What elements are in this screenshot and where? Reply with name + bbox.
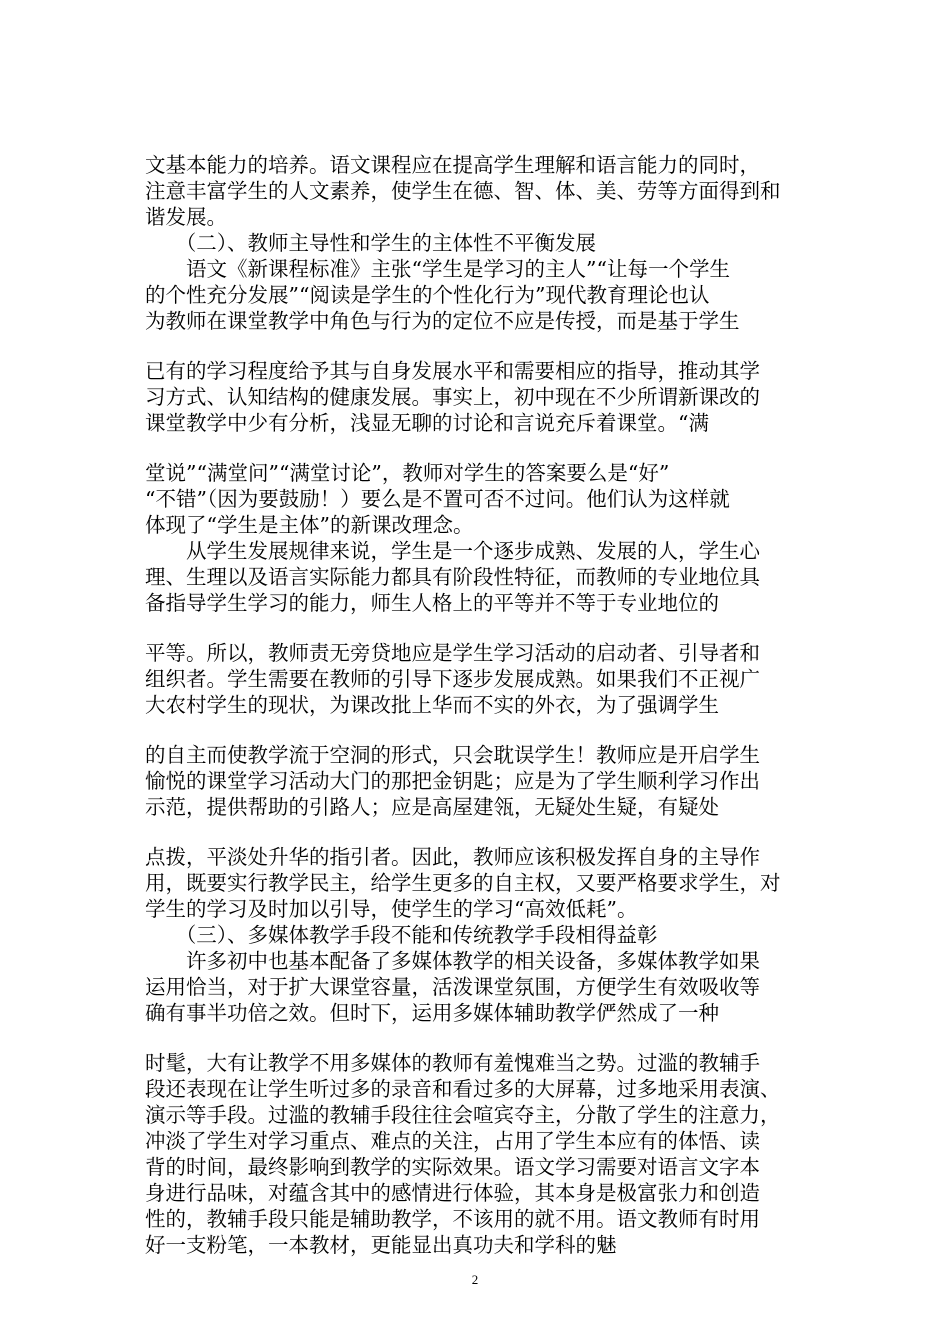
- text-line: 点拨，平淡处升华的指引者。因此，教师应该积极发挥自身的主导作: [145, 845, 760, 869]
- text-line: 学生的学习及时加以引导，使学生的学习“高效低耗”。: [145, 897, 638, 921]
- text-line: 时髦，大有让教学不用多媒体的教师有羞愧难当之势。过滥的教辅手: [145, 1051, 760, 1075]
- text-line: 理、生理以及语言实际能力都具有阶段性特征，而教师的专业地位具: [145, 565, 760, 589]
- text-line: 好一支粉笔，一本教材，更能显出真功夫和学科的魅: [145, 1233, 617, 1257]
- text-line: 课堂教学中少有分析，浅显无聊的讨论和言说充斥着课堂。“满: [145, 411, 709, 435]
- text-line: 运用恰当，对于扩大课堂容量，活泼课堂氛围，方便学生有效吸收等: [145, 975, 760, 999]
- text-line: 确有事半功倍之效。但时下，运用多媒体辅助教学俨然成了一种: [145, 1001, 719, 1025]
- text-line: 为教师在课堂教学中角色与行为的定位不应是传授，而是基于学生: [145, 309, 740, 333]
- section-heading: （二）、教师主导性和学生的主体性不平衡发展: [145, 231, 596, 255]
- text-line: 愉悦的课堂学习活动大门的那把金钥匙；应是为了学生顺利学习作出: [145, 769, 760, 793]
- page-number: 2: [471, 1272, 479, 1287]
- text-line: “不错”（因为要鼓励！）要么是不置可否不过问。他们认为这样就: [145, 487, 730, 511]
- text-line: 体现了“学生是主体”的新课改理念。: [145, 513, 474, 537]
- text-line: 背的时间，最终影响到教学的实际效果。语文学习需要对语言文字本: [145, 1155, 760, 1179]
- text-line: 许多初中也基本配备了多媒体教学的相关设备，多媒体教学如果: [145, 949, 760, 973]
- text-line: 的个性充分发展”“阅读是学生的个性化行为”现代教育理论也认: [145, 283, 710, 307]
- text-line: 语文《新课程标准》主张“学生是学习的主人”“让每一个学生: [145, 257, 730, 281]
- text-line: 备指导学生学习的能力，师生人格上的平等并不等于专业地位的: [145, 591, 719, 615]
- text-line: 谐发展。: [145, 205, 227, 229]
- text-line: 堂说”“满堂问”“满堂讨论”，教师对学生的答案要么是“好”: [145, 461, 670, 485]
- text-line: 组织者。学生需要在教师的引导下逐步发展成熟。如果我们不正视广: [145, 667, 760, 691]
- text-line: 演示等手段。过滥的教辅手段往往会喧宾夺主，分散了学生的注意力，: [145, 1103, 781, 1127]
- text-line: 已有的学习程度给予其与自身发展水平和需要相应的指导，推动其学: [145, 359, 760, 383]
- text-line: 性的，教辅手段只能是辅助教学，不该用的就不用。语文教师有时用: [145, 1207, 760, 1231]
- text-line: 文基本能力的培养。语文课程应在提高学生理解和语言能力的同时，: [145, 153, 760, 177]
- text-line: 大农村学生的现状，为课改批上华而不实的外衣，为了强调学生: [145, 693, 719, 717]
- text-line: 的自主而使教学流于空洞的形式，只会耽误学生！教师应是开启学生: [145, 743, 760, 767]
- text-line: 平等。所以，教师责无旁贷地应是学生学习活动的启动者、引导者和: [145, 641, 760, 665]
- text-line: 注意丰富学生的人文素养，使学生在德、智、体、美、劳等方面得到和: [145, 179, 781, 203]
- text-line: 示范，提供帮助的引路人；应是高屋建瓴，无疑处生疑，有疑处: [145, 795, 719, 819]
- text-line: 身进行品味，对蕴含其中的感情进行体验，其本身是极富张力和创造: [145, 1181, 760, 1205]
- section-heading: （三）、多媒体教学手段不能和传统教学手段相得益彰: [145, 923, 658, 947]
- text-line: 段还表现在让学生听过多的录音和看过多的大屏幕，过多地采用表演、: [145, 1077, 781, 1101]
- text-line: 用，既要实行教学民主，给学生更多的自主权，又要严格要求学生，对: [145, 871, 781, 895]
- text-line: 冲淡了学生对学习重点、难点的关注，占用了学生本应有的体悟、读: [145, 1129, 760, 1153]
- text-line: 习方式、认知结构的健康发展。事实上，初中现在不少所谓新课改的: [145, 385, 760, 409]
- text-line: 从学生发展规律来说，学生是一个逐步成熟、发展的人，学生心: [145, 539, 760, 563]
